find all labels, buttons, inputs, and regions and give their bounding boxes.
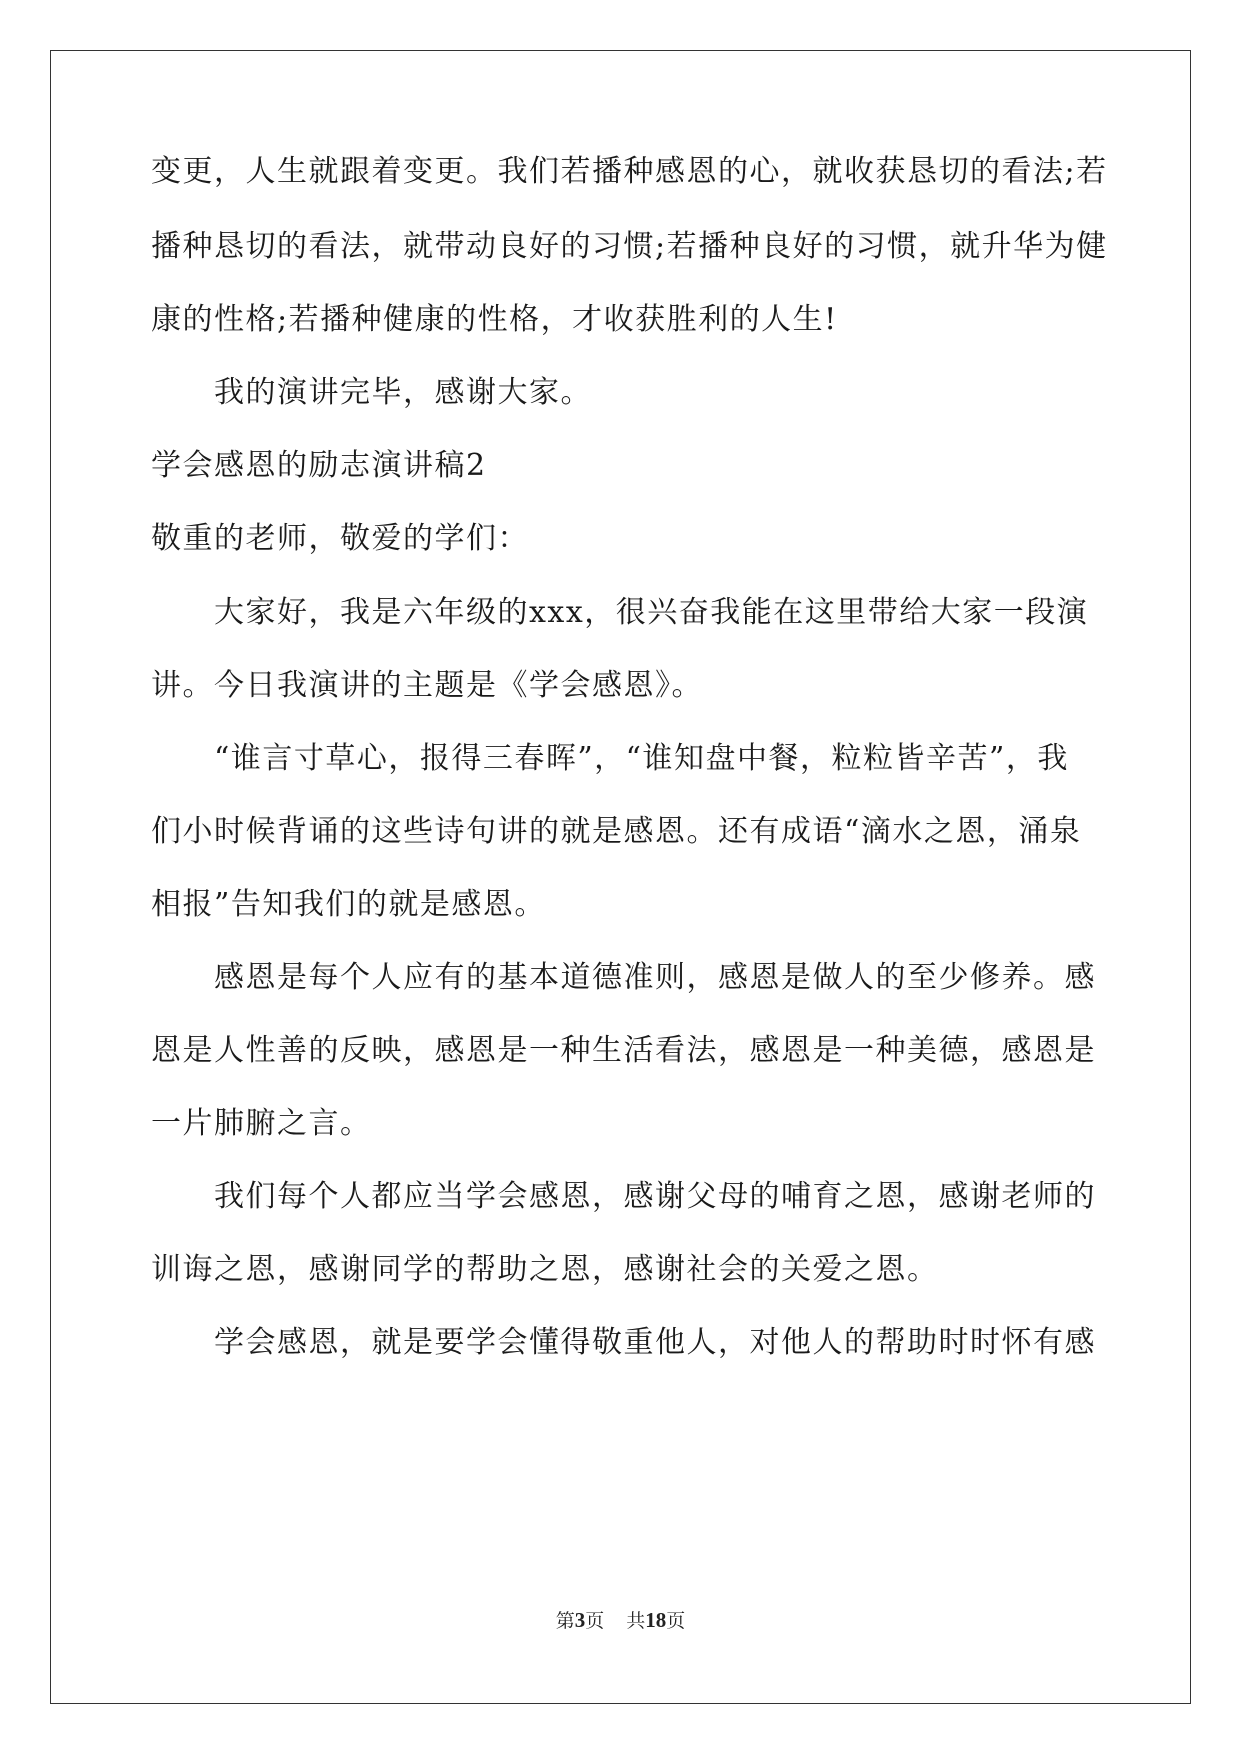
body-line-2: 播种恳切的看法，就带动良好的习惯;若播种良好的习惯，就升华为健 <box>151 229 1108 264</box>
body-line-14: 一片肺腑之言。 <box>151 1106 372 1141</box>
body-line-7: 大家好，我是六年级的xxx，很兴奋我能在这里带给大家一段演 <box>214 595 1089 630</box>
body-line-10: 们小时候背诵的这些诗句讲的就是感恩。还有成语“滴水之恩，涌泉 <box>151 814 1082 849</box>
footer-total-prefix: 共 <box>626 1610 646 1632</box>
footer-page-number: 3 <box>574 1608 586 1632</box>
footer-total-suffix: 页 <box>666 1610 686 1632</box>
body-line-16: 训诲之恩，感谢同学的帮助之恩，感谢社会的关爱之恩。 <box>151 1252 939 1287</box>
closing-paragraph: 我的演讲完毕，感谢大家。 <box>214 375 592 410</box>
body-line-13: 恩是人性善的反映，感恩是一种生活看法，感恩是一种美德，感恩是 <box>151 1033 1096 1068</box>
footer-page-prefix: 第 <box>555 1610 575 1632</box>
body-line-12: 感恩是每个人应有的基本道德准则，感恩是做人的至少修养。感 <box>214 960 1096 995</box>
footer-page-suffix: 页 <box>585 1610 605 1632</box>
body-line-17: 学会感恩，就是要学会懂得敬重他人，对他人的帮助时时怀有感 <box>214 1325 1096 1360</box>
body-line-11: 相报”告知我们的就是感恩。 <box>151 887 546 922</box>
body-line-1: 变更，人生就跟着变更。我们若播种感恩的心，就收获恳切的看法;若 <box>151 154 1108 189</box>
footer-total-pages: 18 <box>645 1608 667 1632</box>
salutation: 敬重的老师，敬爱的学们： <box>151 521 529 556</box>
body-line-15: 我们每个人都应当学会感恩，感谢父母的哺育之恩，感谢老师的 <box>214 1179 1096 1214</box>
body-line-3: 康的性格;若播种健康的性格，才收获胜利的人生! <box>151 302 838 337</box>
page-footer <box>0 1608 1241 1633</box>
page-border <box>50 50 1191 1704</box>
body-line-9: “谁言寸草心，报得三春晖”，“谁知盘中餐，粒粒皆辛苦”，我 <box>214 741 1069 776</box>
body-line-8: 讲。今日我演讲的主题是《学会感恩》。 <box>151 668 703 703</box>
section-title: 学会感恩的励志演讲稿2 <box>151 448 487 483</box>
